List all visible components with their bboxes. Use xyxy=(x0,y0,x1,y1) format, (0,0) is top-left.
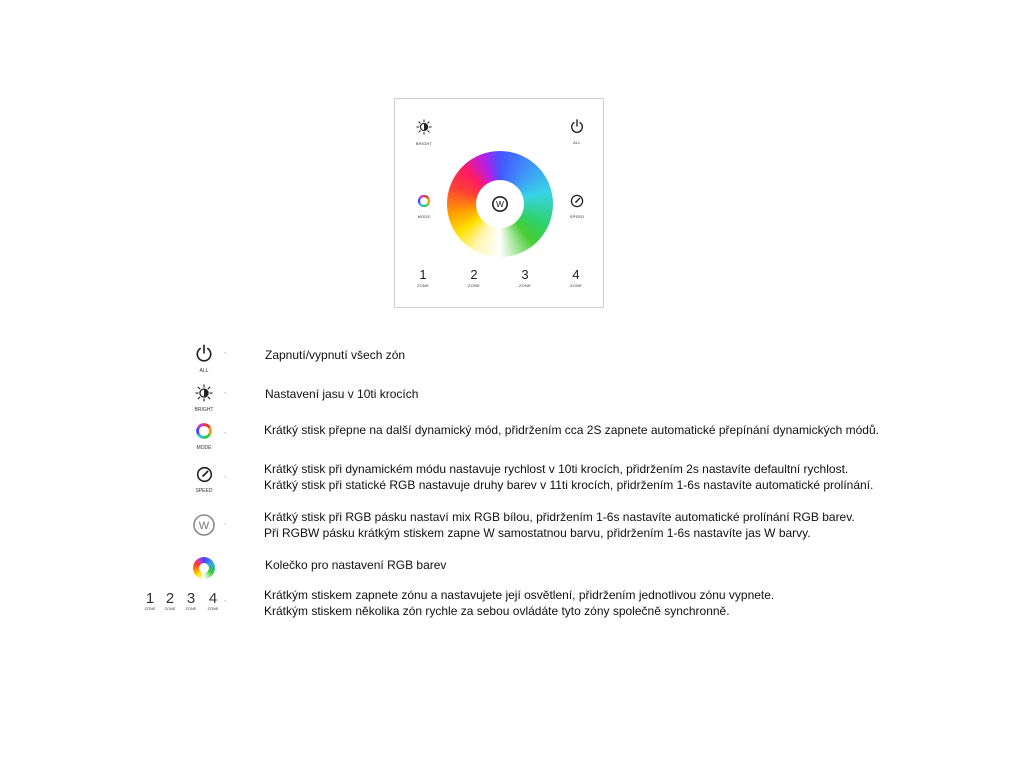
panel-bright-label: BRIGHT xyxy=(415,141,433,146)
panel-zone-2-button[interactable] xyxy=(463,268,485,288)
legend-w-line-1: Krátký stisk při RGB pásku nastaví mix RGB bílou, přidržením 1-6s nastavíte automatické prolínání RGB barev. xyxy=(264,510,855,524)
panel-zone-1-button[interactable] xyxy=(412,268,434,288)
color-wheel-icon xyxy=(193,557,215,579)
speed-gauge-icon xyxy=(196,466,213,483)
panel-zone-3-number: 3 xyxy=(521,267,529,282)
legend-separator: - xyxy=(224,430,227,437)
legend-mode-caption: MODE xyxy=(196,445,212,451)
panel-mode-button[interactable] xyxy=(414,194,434,219)
legend-bright-description xyxy=(265,386,418,402)
legend-wheel-line-1: Kolečko pro nastavení RGB barev xyxy=(265,558,447,572)
legend-wheel-icon-group xyxy=(192,557,216,579)
w-circle-icon xyxy=(491,195,509,213)
speed-gauge-icon xyxy=(570,194,584,208)
panel-all-label: ALL xyxy=(573,140,581,145)
brightness-icon xyxy=(195,384,213,402)
panel-speed-button[interactable] xyxy=(567,194,587,219)
legend-w-line-2: Při RGBW pásku krátkým stiskem zapne W samostatnou barvu, přidržením 1-6s nastavíte jas W barvy. xyxy=(264,526,811,540)
wheel-center xyxy=(476,180,524,228)
legend-mode-line-1: Krátký stisk přepne na další dynamický mód, přidržením cca 2S zapnete automatické přepínání dynamických módů. xyxy=(264,423,879,437)
legend-zones-description xyxy=(264,587,774,619)
w-circle-icon xyxy=(192,513,216,537)
control-panel xyxy=(394,98,604,308)
legend-bright-line-1: Nastavení jasu v 10ti krocích xyxy=(265,387,419,401)
legend-zones-line-1: Krátkým stiskem zapnete zónu a nastavujete její osvětlení, přidržením jednotlivou zónu vypnete. xyxy=(264,588,775,602)
legend-zone-4 xyxy=(203,591,223,611)
legend-separator: - xyxy=(224,521,227,528)
legend-all-icon-group xyxy=(192,344,216,374)
legend-speed-line-1: Krátký stisk při dynamickém módu nastavuje rychlost v 10ti krocích, přidržením 2s nastavíte defaultní rychlost. xyxy=(264,462,849,476)
brightness-icon xyxy=(416,119,432,135)
legend-zone-1-number: 1 xyxy=(145,590,155,607)
panel-w-button[interactable] xyxy=(491,195,509,213)
legend-zone-2-caption: ZONE xyxy=(164,606,176,611)
legend-all-description xyxy=(265,347,405,363)
legend-zone-4-caption: ZONE xyxy=(207,606,219,611)
legend-zone-2-number: 2 xyxy=(165,590,175,607)
legend-speed-line-2: Krátký stisk při statické RGB nastavuje druhy barev v 11ti krocích, přidržením 1-6s nastavíte automatické prolínání. xyxy=(264,478,874,492)
panel-zone-1-number: 1 xyxy=(419,267,427,282)
power-icon xyxy=(195,344,213,363)
panel-all-button[interactable] xyxy=(567,119,587,145)
legend-w-icon-group xyxy=(191,513,217,542)
legend-mode-description xyxy=(264,422,879,438)
panel-zone-2-number: 2 xyxy=(470,267,478,282)
panel-zone-3-button[interactable] xyxy=(514,268,536,288)
panel-w-letter: W xyxy=(495,199,505,210)
legend-speed-icon-group xyxy=(192,466,216,494)
panel-bright-button[interactable] xyxy=(414,119,434,146)
legend-zone-1-caption: ZONE xyxy=(144,606,156,611)
legend-zone-2 xyxy=(160,591,180,611)
legend-separator: - xyxy=(224,350,227,357)
legend-separator: - xyxy=(224,598,227,605)
legend-w-description xyxy=(264,509,855,541)
panel-color-wheel[interactable] xyxy=(447,151,553,257)
legend-separator: - xyxy=(224,390,227,397)
panel-mode-label: MODE xyxy=(417,214,431,219)
panel-zone-4-label: ZONE xyxy=(570,283,582,288)
panel-zone-4-button[interactable] xyxy=(565,268,587,288)
panel-zone-4-number: 4 xyxy=(572,267,580,282)
legend-zone-3 xyxy=(181,591,201,611)
legend-zone-1 xyxy=(140,591,160,611)
legend-zone-4-number: 4 xyxy=(208,590,218,607)
legend-zone-3-caption: ZONE xyxy=(185,606,197,611)
legend-mode-icon-group xyxy=(192,422,216,451)
legend-all-line-1: Zapnutí/vypnutí všech zón xyxy=(265,348,406,362)
mode-color-ring-icon xyxy=(417,194,431,208)
panel-zone-1-label: ZONE xyxy=(417,283,429,288)
panel-zone-3-label: ZONE xyxy=(519,283,531,288)
legend-wheel-description xyxy=(265,557,446,573)
legend-separator: - xyxy=(224,474,227,481)
legend-bright-icon-group xyxy=(192,384,216,413)
legend-zones-line-2: Krátkým stiskem několika zón rychle za sebou ovládáte tyto zóny společně synchronně. xyxy=(264,604,730,618)
power-icon xyxy=(570,119,584,134)
legend-bright-caption: BRIGHT xyxy=(194,407,214,413)
legend-speed-description xyxy=(264,461,873,493)
legend-all-caption: ALL xyxy=(199,368,209,374)
legend-w-letter: W xyxy=(198,520,210,532)
panel-zone-2-label: ZONE xyxy=(468,283,480,288)
legend-zone-3-number: 3 xyxy=(186,590,196,607)
panel-speed-label: SPEED xyxy=(569,214,585,219)
mode-color-ring-icon xyxy=(195,422,213,440)
legend-speed-caption: SPEED xyxy=(195,488,213,494)
